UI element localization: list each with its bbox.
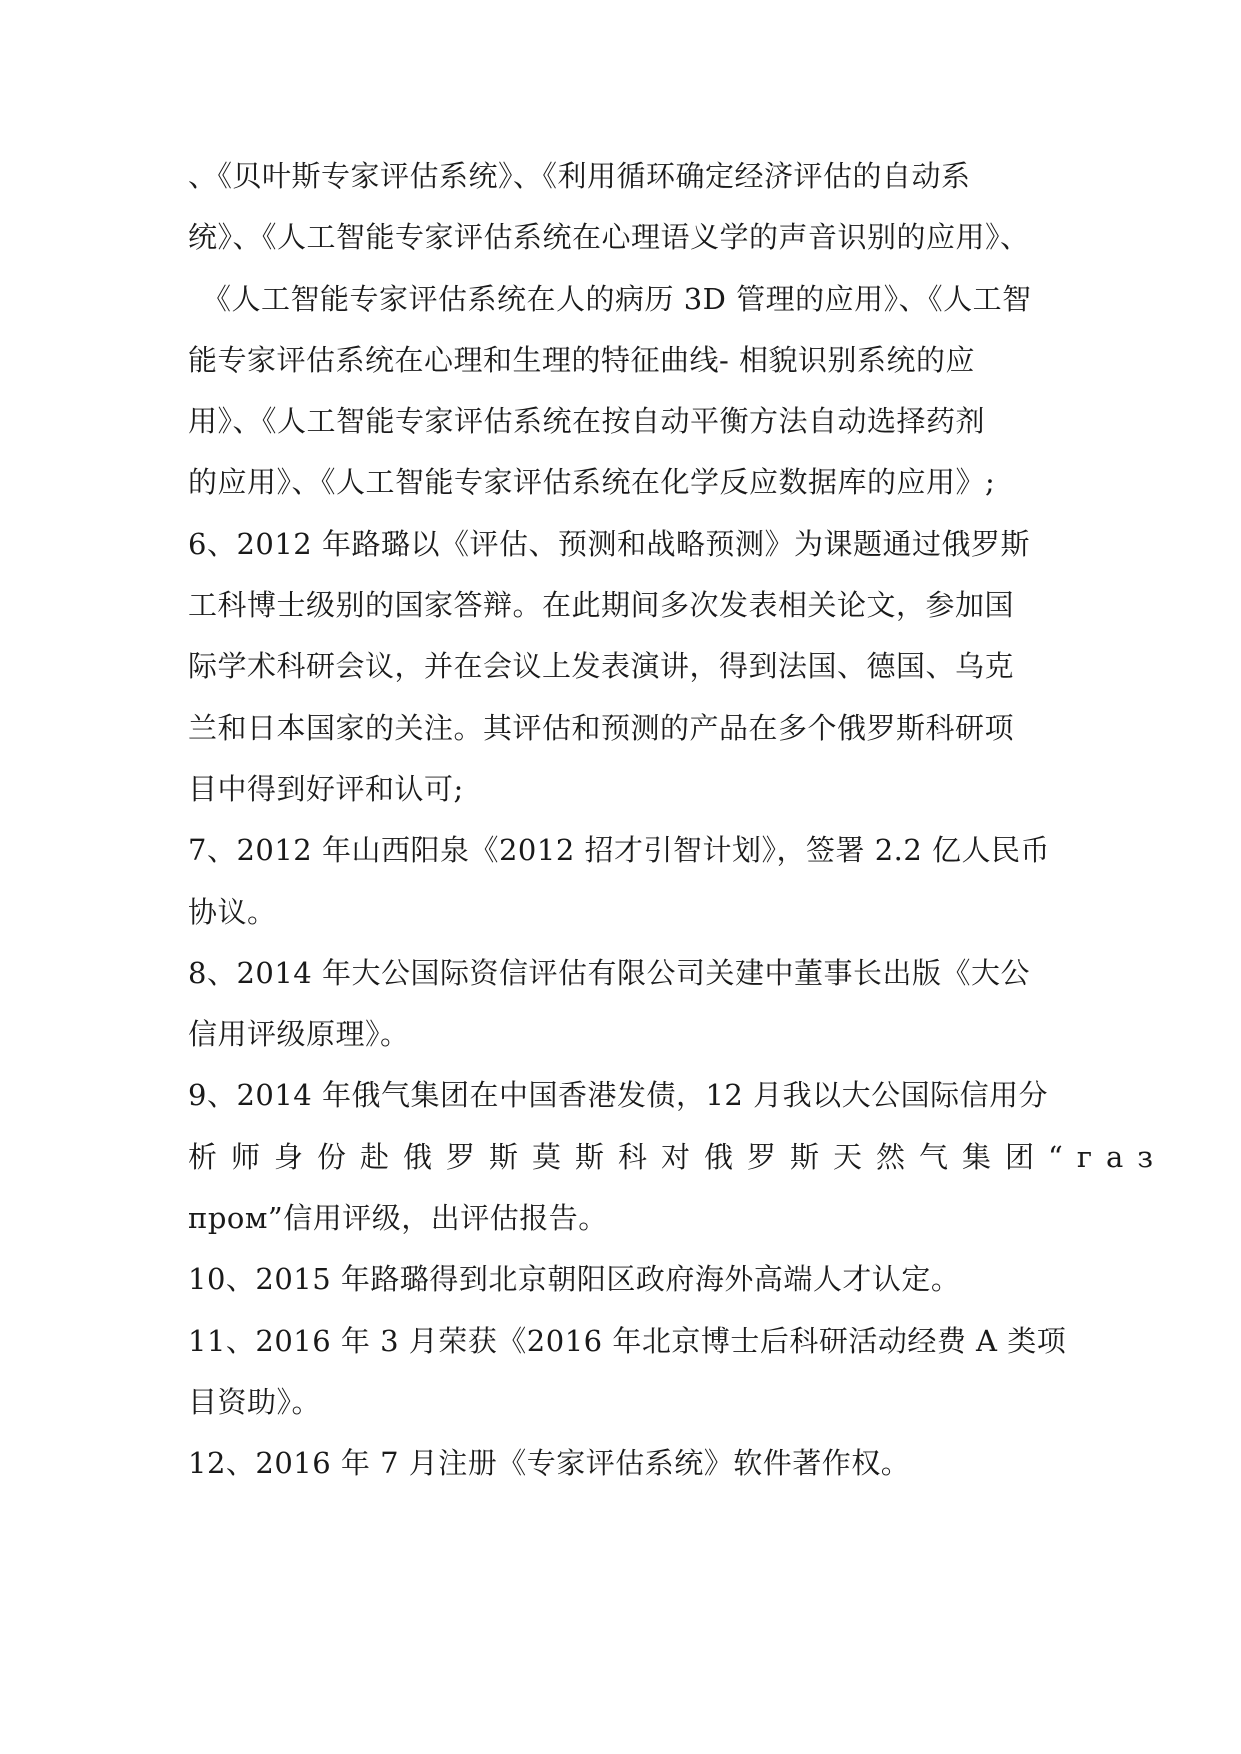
list-item-12: 12、2016 年 7 月注册《专家评估系统》软件著作权。 xyxy=(188,1446,911,1481)
list-item-11: 11、2016 年 3 月荣获《2016 年北京博士后科研活动经费 A 类项 xyxy=(188,1323,1067,1358)
text-line: 《人工智能专家评估系统在人的病历 3D 管理的应用》、《人工智 xyxy=(202,281,1032,316)
text-line: 信用评级原理》。 xyxy=(188,1017,410,1052)
text-line: пром”信用评级，出评估报告。 xyxy=(188,1201,608,1236)
list-item-6: 6、2012 年路璐以《评估、预测和战略预测》为课题通过俄罗斯 xyxy=(188,526,1030,561)
text-line: 协议。 xyxy=(188,894,277,929)
text-line: 能专家评估系统在心理和生理的特征曲线- 相貌识别系统的应 xyxy=(188,342,976,377)
text-line: 、《贝叶斯专家评估系统》、《利用循环确定经济评估的自动系 xyxy=(188,159,971,193)
text-line: 的应用》、《人工智能专家评估系统在化学反应数据库的应用》; xyxy=(188,465,996,500)
text-line: 际学术科研会议，并在会议上发表演讲，得到法国、德国、乌克 xyxy=(188,649,1015,684)
text-line: 工科博士级别的国家答辩。在此期间多次发表相关论文，参加国 xyxy=(188,588,1015,623)
list-item-7: 7、2012 年山西阳泉《2012 招才引智计划》，签署 2.2 亿人民币 xyxy=(188,833,1051,868)
list-item-9: 9、2014 年俄气集团在中国香港发债，12 月我以大公国际信用分 xyxy=(188,1078,1049,1113)
text-line: 目中得到好评和认可; xyxy=(188,771,464,806)
text-line: 兰和日本国家的关注。其评估和预测的产品在多个俄罗斯科研项 xyxy=(188,710,1015,745)
text-line: 目资助》。 xyxy=(188,1384,322,1419)
list-item-8: 8、2014 年大公国际资信评估有限公司关建中董事长出版《大公 xyxy=(188,955,1030,990)
text-line: 用》、《人工智能专家评估系统在按自动平衡方法自动选择药剂 xyxy=(188,404,986,439)
list-item-10: 10、2015 年路璐得到北京朝阳区政府海外高端人才认定。 xyxy=(188,1262,961,1297)
text-line: 析师身份赴俄罗斯莫斯科对俄罗斯天然气集团“газ xyxy=(188,1139,1168,1174)
body-text xyxy=(188,146,1168,1495)
text-line: 统》、《人工智能专家评估系统在心理语义学的声音识别的应用》、 xyxy=(188,220,1030,255)
